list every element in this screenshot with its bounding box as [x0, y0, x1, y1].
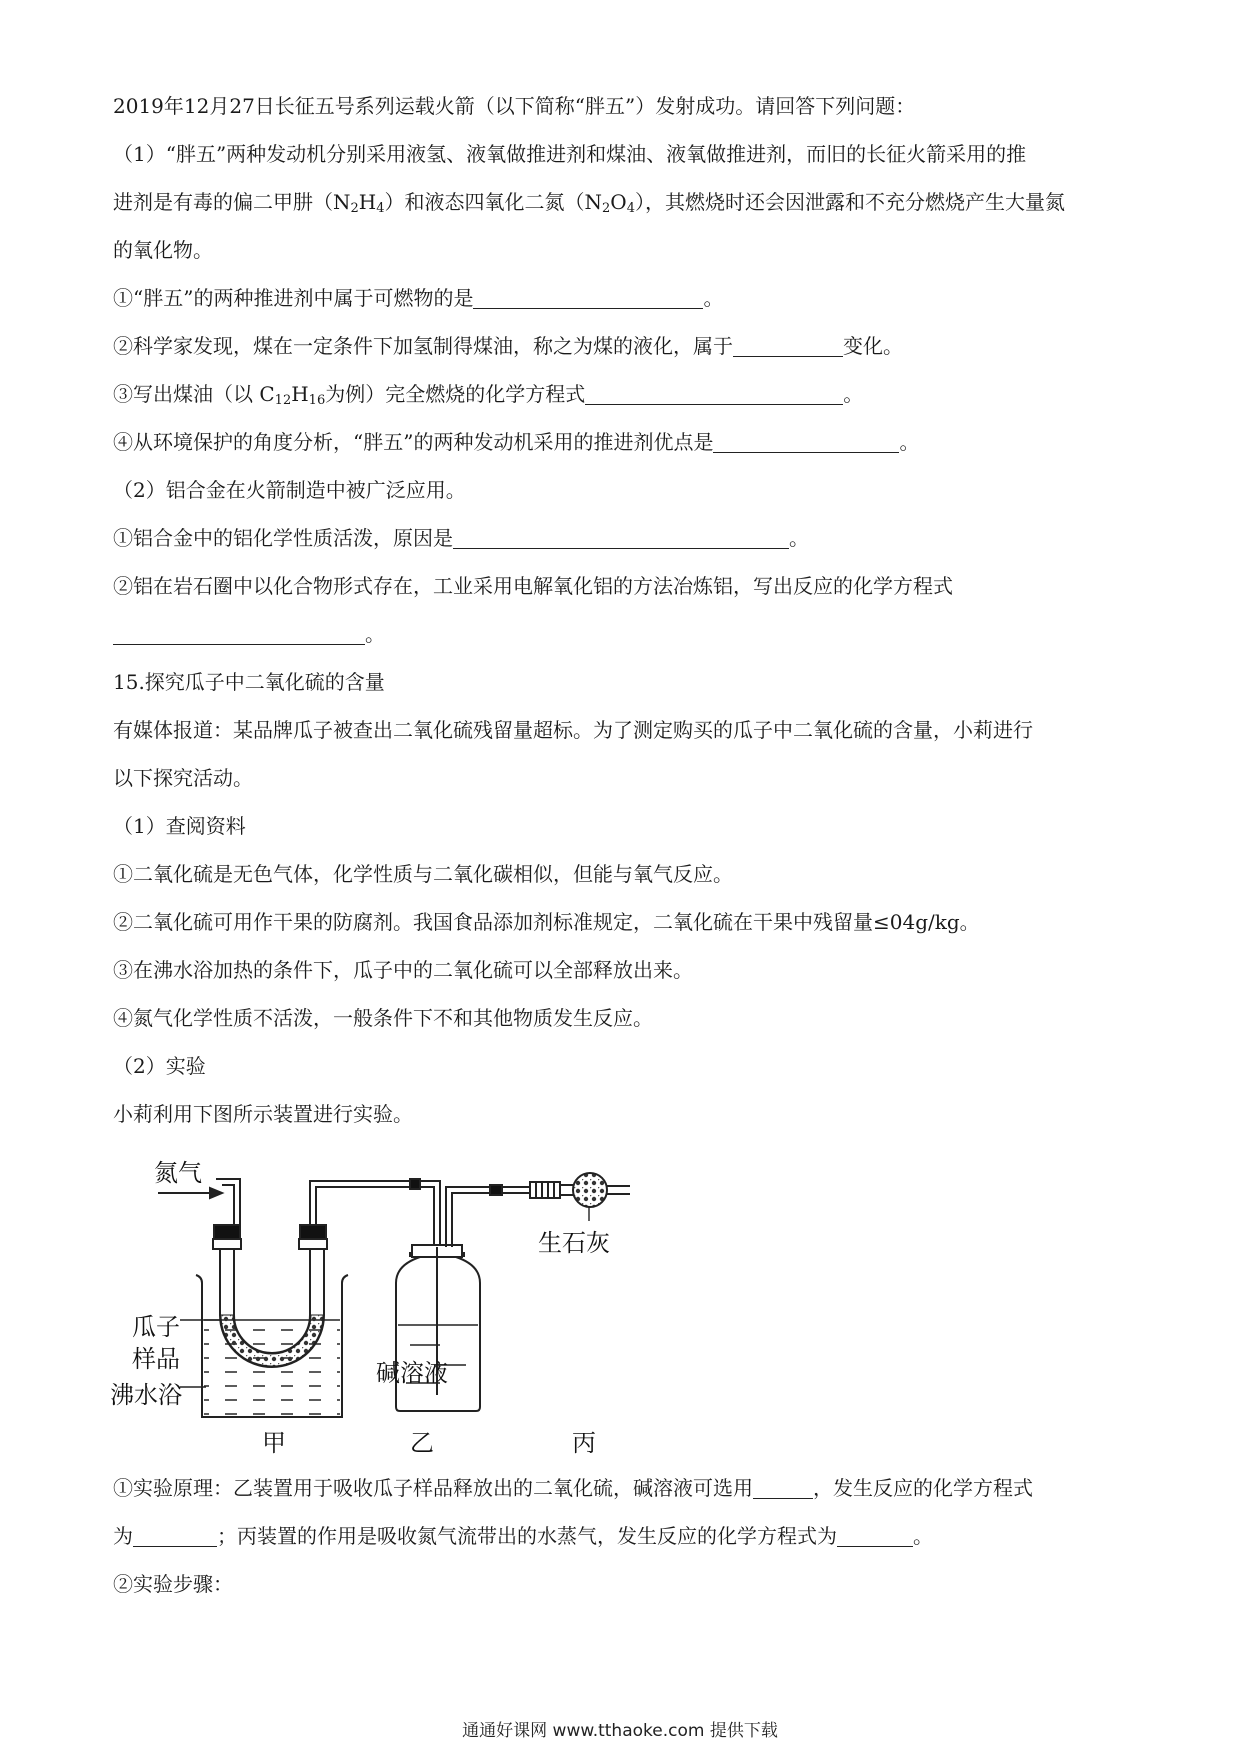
q1-text-line1: （1）“胖五”两种发动机分别采用液氢、液氧做推进剂和煤油、液氧做推进剂，而旧的长征火箭采用的推 — [113, 142, 1027, 166]
q15-para3: 小莉利用下图所示装置进行实验。 — [113, 1102, 413, 1126]
apparatus-diagram — [110, 1155, 630, 1455]
q1-sub4: ④从环境保护的角度分析，“胖五”的两种发动机采用的推进剂优点是 。 — [113, 430, 920, 454]
q15-heading1: （1）查阅资料 — [113, 814, 246, 838]
footer-watermark: 通通好课网 www.tthaoke.com 提供下载 — [462, 1721, 778, 1741]
label-seeds-2: 样品 — [132, 1345, 180, 1373]
q15-heading2: （2）实验 — [113, 1054, 206, 1078]
q15-fact1: ①二氧化硫是无色气体，化学性质与二氧化碳相似，但能与氧气反应。 — [113, 862, 733, 886]
answer-blank[interactable] — [837, 1526, 913, 1547]
q15-para1: 有媒体报道：某品牌瓜子被查出二氧化硫残留量超标。为了测定购买的瓜子中二氧化硫的含量，小莉进行 — [113, 718, 1033, 742]
answer-blank[interactable] — [133, 1526, 217, 1547]
q15-para2: 以下探究活动。 — [113, 766, 253, 790]
label-nitrogen: 氮气 — [154, 1159, 202, 1187]
answer-blank[interactable] — [713, 432, 899, 453]
q2-title: （2）铝合金在火箭制造中被广泛应用。 — [113, 478, 466, 502]
q2-sub2-answer: 。 — [113, 620, 1133, 648]
q1-text-line2: 进剂是有毒的偏二甲肼$(N_2H_4)$和液态四氧化二氮$(N_2O_4)$，其燃烧时还会因泄露和不充分燃烧产生大量氮 — [113, 190, 1065, 216]
label-quicklime: 生石灰 — [538, 1229, 610, 1257]
q1-text-line3: 的氧化物。 — [113, 238, 213, 262]
q15-title: 15.探究瓜子中二氧化硫的含量 — [113, 670, 385, 694]
apparatus-figure — [110, 1155, 630, 1455]
answer-blank[interactable] — [453, 528, 789, 549]
q2-sub1: ①铝合金中的铝化学性质活泼，原因是 。 — [113, 526, 809, 550]
answer-blank[interactable] — [473, 288, 703, 309]
label-jia: 甲 — [262, 1429, 286, 1457]
q1-sub1: ①“胖五”的两种推进剂中属于可燃物的是 。 — [113, 286, 724, 310]
label-alkali-solution: 碱溶液 — [376, 1359, 448, 1387]
q15-principle-line1: ①实验原理：乙装置用于吸收瓜子样品释放出的二氧化硫，碱溶液可选用 ，发生反应的化学方程式 — [113, 1476, 1033, 1500]
q1-sub2: ②科学家发现，煤在一定条件下加氢制得煤油，称之为煤的液化，属于 变化。 — [113, 334, 903, 358]
q2-sub2: ②铝在岩石圈中以化合物形式存在，工业采用电解氧化铝的方法冶炼铝，写出反应的化学方程式 — [113, 574, 953, 598]
q15-fact3: ③在沸水浴加热的条件下，瓜子中的二氧化硫可以全部释放出来。 — [113, 958, 693, 982]
label-water-bath: 沸水浴 — [110, 1381, 182, 1409]
q15-steps: ②实验步骤： — [113, 1572, 233, 1596]
q15-principle-line2: 为 ；丙装置的作用是吸收氮气流带出的水蒸气，发生反应的化学方程式为 。 — [113, 1524, 933, 1548]
q15-fact4: ④氮气化学性质不活泼，一般条件下不和其他物质发生反应。 — [113, 1006, 653, 1030]
answer-blank[interactable] — [733, 336, 843, 357]
answer-blank[interactable] — [753, 1478, 813, 1499]
q1-sub3: ③写出煤油（以 $C_{12}H_{16}$为例）完全燃烧的化学方程式 。 — [113, 382, 864, 408]
q15-fact2: ②二氧化硫可用作干果的防腐剂。我国食品添加剂标准规定，二氧化硫在干果中残留量≤04g/kg。 — [113, 910, 980, 934]
answer-blank[interactable] — [113, 624, 365, 645]
label-bing: 丙 — [572, 1429, 596, 1457]
label-yi: 乙 — [410, 1429, 434, 1457]
answer-blank[interactable] — [585, 384, 843, 405]
label-seeds-1: 瓜子 — [132, 1313, 180, 1341]
intro-text: 2019年12月27日长征五号系列运载火箭（以下简称“胖五”）发射成功。请回答下列问题： — [113, 94, 916, 118]
